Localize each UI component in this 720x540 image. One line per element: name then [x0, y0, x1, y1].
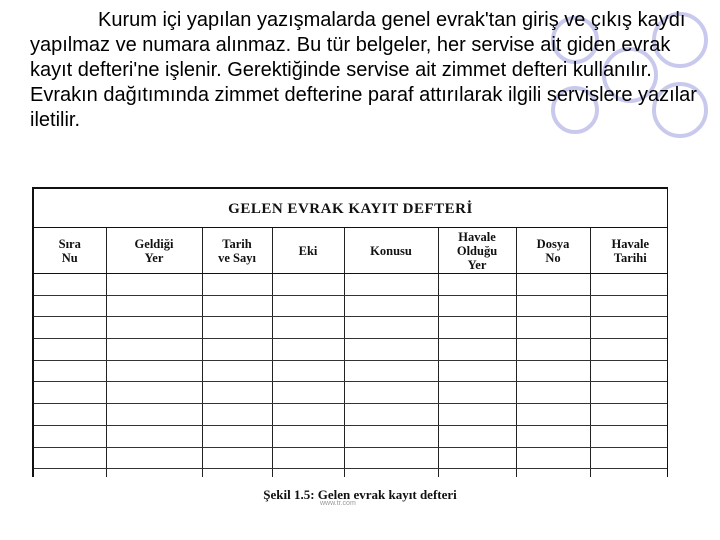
column-header-eki: Eki [272, 228, 344, 274]
ledger-cell [202, 317, 272, 339]
ledger-cell [344, 404, 438, 426]
ledger-cell [516, 317, 590, 339]
ledger-cell [344, 469, 438, 477]
ledger-cell [344, 447, 438, 469]
ledger-cell [34, 317, 106, 339]
figure-caption: Şekil 1.5: Gelen evrak kayıt defteri [263, 487, 457, 502]
ledger-cell [272, 295, 344, 317]
ledger-cell [34, 339, 106, 361]
ledger-empty-row [34, 382, 668, 404]
ledger-cell [272, 360, 344, 382]
ledger-cell [272, 469, 344, 477]
ledger-cell [34, 425, 106, 447]
ledger-cell [590, 404, 668, 426]
ledger-cell [516, 274, 590, 296]
ledger-cell [202, 425, 272, 447]
ledger-cell [516, 425, 590, 447]
ledger-cell [202, 295, 272, 317]
column-header-tarih-ve-sayi: Tarih ve Sayı [202, 228, 272, 274]
ledger-cell [272, 274, 344, 296]
ledger-cell [516, 382, 590, 404]
ledger-header-row [34, 228, 668, 274]
ledger-cell [106, 339, 202, 361]
ledger-cell [516, 360, 590, 382]
column-header-havale-oldugu-yer: Havale Olduğu Yer [438, 228, 516, 274]
column-header-sira-nu: Sıra Nu [34, 228, 106, 274]
ledger-cell [590, 447, 668, 469]
ledger-cell [106, 274, 202, 296]
ledger-cell [106, 295, 202, 317]
ledger-cell [34, 469, 106, 477]
ledger-cell [34, 404, 106, 426]
ledger-cell [590, 295, 668, 317]
ledger-cell [106, 360, 202, 382]
ledger-cell [34, 382, 106, 404]
ledger-cell [344, 360, 438, 382]
ledger-cell [438, 425, 516, 447]
ledger-cell [438, 274, 516, 296]
ledger-cell [106, 447, 202, 469]
ledger-cell [202, 469, 272, 477]
ledger-cell [34, 274, 106, 296]
column-header-havale-tarihi: Havale Tarihi [590, 228, 668, 274]
body-paragraph: Kurum içi yapılan yazışmalarda genel evrak'tan giriş ve çıkış kaydı yapılmaz ve numara alınmaz. Bu tür belgeler, her servise ait giden evrak kayıt defteri'ne işlenir. Gerektiğinde servise ait zimmet defteri kullanılır. Evrakın dağıtımında zimmet defterine paraf attırılarak ilgili servislere yazılar iletilir. [30, 9, 697, 131]
ledger-cell [34, 360, 106, 382]
ledger-cell [516, 404, 590, 426]
ledger-cell [106, 425, 202, 447]
ledger-cell [590, 360, 668, 382]
ledger-cell [202, 404, 272, 426]
ledger-cell [202, 447, 272, 469]
ledger-cell [272, 404, 344, 426]
ledger-empty-row [34, 469, 668, 477]
ledger-cell [516, 469, 590, 477]
ledger-cell [590, 469, 668, 477]
ledger-table [34, 228, 668, 477]
ledger-empty-row [34, 295, 668, 317]
ledger-cell [202, 339, 272, 361]
ledger-cell [106, 382, 202, 404]
ledger-cell [516, 447, 590, 469]
ledger-title: GELEN EVRAK KAYIT DEFTERİ [34, 189, 667, 228]
ledger-cell [272, 425, 344, 447]
watermark-text: www.tr.com [320, 500, 356, 507]
column-header-konusu: Konusu [344, 228, 438, 274]
ledger-cell [344, 425, 438, 447]
ledger-empty-row [34, 404, 668, 426]
ledger-cell [516, 295, 590, 317]
ledger-empty-row [34, 274, 668, 296]
ledger-cell [438, 317, 516, 339]
ledger-form [32, 187, 668, 477]
ledger-empty-row [34, 317, 668, 339]
ledger-cell [438, 360, 516, 382]
column-header-geldigi-yer: Geldiği Yer [106, 228, 202, 274]
ledger-cell [106, 404, 202, 426]
ledger-cell [438, 339, 516, 361]
ledger-cell [106, 317, 202, 339]
ledger-cell [438, 295, 516, 317]
ledger-cell [34, 447, 106, 469]
ledger-cell [344, 339, 438, 361]
ledger-cell [202, 274, 272, 296]
ledger-cell [272, 447, 344, 469]
ledger-empty-row [34, 425, 668, 447]
ledger-cell [344, 274, 438, 296]
ledger-cell [202, 360, 272, 382]
ledger-cell [202, 382, 272, 404]
ledger-rows [34, 274, 668, 478]
ledger-cell [438, 469, 516, 477]
ledger-cell [590, 425, 668, 447]
ledger-cell [272, 339, 344, 361]
ledger-cell [516, 339, 590, 361]
ledger-empty-row [34, 360, 668, 382]
ledger-cell [344, 382, 438, 404]
ledger-cell [590, 274, 668, 296]
column-header-dosya-no: Dosya No [516, 228, 590, 274]
ledger-cell [344, 317, 438, 339]
ledger-cell [272, 317, 344, 339]
ledger-cell [272, 382, 344, 404]
ledger-cell [438, 447, 516, 469]
ledger-cell [590, 317, 668, 339]
ledger-cell [344, 295, 438, 317]
ledger-cell [106, 469, 202, 477]
ledger-cell [590, 382, 668, 404]
ledger-cell [34, 295, 106, 317]
ledger-cell [590, 339, 668, 361]
ledger-empty-row [34, 447, 668, 469]
ledger-cell [438, 382, 516, 404]
ledger-cell [438, 404, 516, 426]
ledger-empty-row [34, 339, 668, 361]
